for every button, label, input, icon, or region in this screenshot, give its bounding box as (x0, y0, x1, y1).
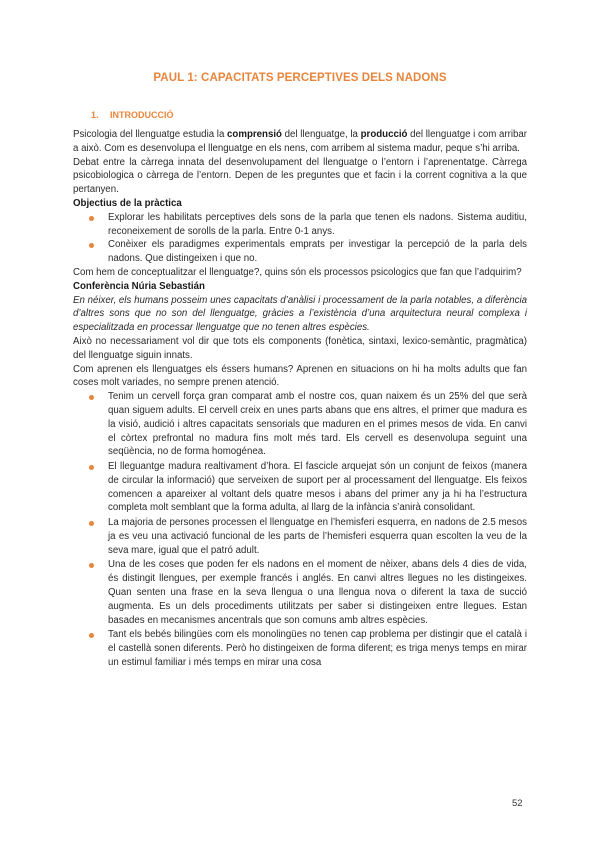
conference-paragraph-1: Això no necessariament vol dir que tots els components (fonètica, sintaxi, lexico-semàntic, pragmàtica) del llenguatge siguin innats. (73, 335, 527, 361)
text-run: Psicologia del llenguatge estudia la (73, 129, 228, 140)
objectives-heading: Objectius de la pràctica (73, 197, 182, 209)
bullet-icon (89, 243, 94, 248)
list-item (108, 628, 527, 669)
bullet-icon (89, 521, 94, 526)
bullet-icon (89, 465, 94, 470)
intro-paragraph-1 (73, 128, 527, 156)
list-item-text: Tenim un cervell força gran comparat amb el nostre cos, quan naixem és un 25% del que serà quan siguem adults. El cervell creix en unes parts abans que ens altres, el primer que madura es la visió, audició i altres capacitats sensorials que maduren en el primes mesos de vida. En canvi el còrtex prefrontal no madura fins molt més tard. Els cervell es desenvolupa seguint una seqüència, no de forma homogénea. (108, 391, 527, 458)
list-item (108, 390, 527, 459)
list-item-text: Tant els bebés bilingües com els monolingües no tenen cap problema per distingir que el català i el castellà sonen diferents. Però ho distingeixen de forma diferent; es triga menys temps en mirar un estimul familiar i més temps en mirar una cosa (108, 629, 527, 668)
page-number: 52 (512, 798, 523, 809)
bullet-icon (89, 633, 94, 638)
text-run: del llenguatge, la (281, 129, 361, 140)
bold-term-production: producció (360, 129, 408, 140)
question-paragraph: Com hem de conceptualitzar el llenguatge?, quins són els processos psicologics que fan que l’adquirim? (73, 266, 522, 278)
bold-term-comprehension: comprensió (227, 129, 282, 140)
list-item-text: Una de les coses que poden fer els nadons en el moment de nèixer, abans dels 4 dies de vida, és distingit llengues, per exemple francés i anglés. En canvi altres llegues no les distingeixes. Quan senten una frase en la seva llengua o una llengua nova o diferent la taxa de succió augmenta. Es un dels procediments utilitzats per saber si distingeixen entre llegues. Estan basades en mecanismes ancentrals que son comuns amb altres espècies. (108, 559, 527, 626)
list-item-text: Explorar les habilitats perceptives dels sons de la parla que tenen els nadons. Sistema auditiu, reconeixement de sorolls de la parla. Entre 0-1 anys. (108, 211, 527, 237)
body-text (73, 128, 527, 671)
bullet-icon (89, 563, 94, 568)
text-run: del llenguatge i com arribar a això. Com es desenvolupa el llenguatge en els nens, com arribem al sistema madur, peque s’hi arriba. (73, 129, 528, 154)
conference-heading: Conferència Núria Sebastián (73, 280, 205, 292)
list-item-text: El lleguantge madura realtivament d’hora. El fascicle arquejat són un conjunt de feixos (manera de circular la informació) que serveixen de suport per al processament del llenguatge. Els feixos comencen a apareixer al voltant dels quatre mesos i abans del primer any ja hi ha l’estructura completa molt semblant que la forma adulta, al llarg de la infància s’anirà consolidant. (108, 461, 527, 514)
bullet-icon (89, 395, 94, 400)
conference-paragraph-2: Com aprenen els llenguatges els éssers humans? Aprenen en situacions on hi ha molts adults que fan coses molt variades, no sempre prenen atenció. (73, 363, 527, 389)
section-heading (91, 110, 174, 120)
list-item (108, 516, 527, 557)
list-item (108, 558, 527, 627)
list-item (108, 460, 527, 515)
section-number: 1. (91, 110, 99, 120)
conference-list (73, 390, 527, 670)
objectives-list (73, 211, 527, 266)
bullet-icon (89, 216, 94, 221)
intro-paragraph-2: Debat entre la càrrega innata del desenvolupament del llenguatge o l’entorn i l’aprenentatge. Càrrega psicobiologica o càrrega de l’entorn. Depen de les preguntes que et facin i la corrent cognitiva a la que pertanyen. (73, 156, 527, 196)
section-label: INTRODUCCIÓ (110, 110, 174, 120)
list-item-text: La majoria de persones processen el llenguatge en l’hemisferi esquerra, en nadons de 2.5 mesos ja es veu una activació funcional de les parts de l’hemisferi esquerra quan escolten la veu de la seva mare, igual que el patró adult. (108, 517, 527, 556)
list-item-text: Conèixer els paradigmes experimentals emprats per investigar la percepció de la parla dels nadons. Que distingeixen i que no. (108, 239, 527, 265)
list-item (108, 238, 527, 266)
list-item (108, 211, 527, 239)
conference-quote: En néixer, els humans posseim unes capacitats d’anàlisi i processament de la parla notables, a diferència d’altres sons que no son del llenguatge, gràcies a l’existència d’una arquitectura neural complexa i especialitzada en processar llenguatge que no tenen altres espècies. (73, 294, 527, 334)
page-title: PAUL 1: CAPACITATS PERCEPTIVES DELS NADONS (153, 72, 447, 84)
